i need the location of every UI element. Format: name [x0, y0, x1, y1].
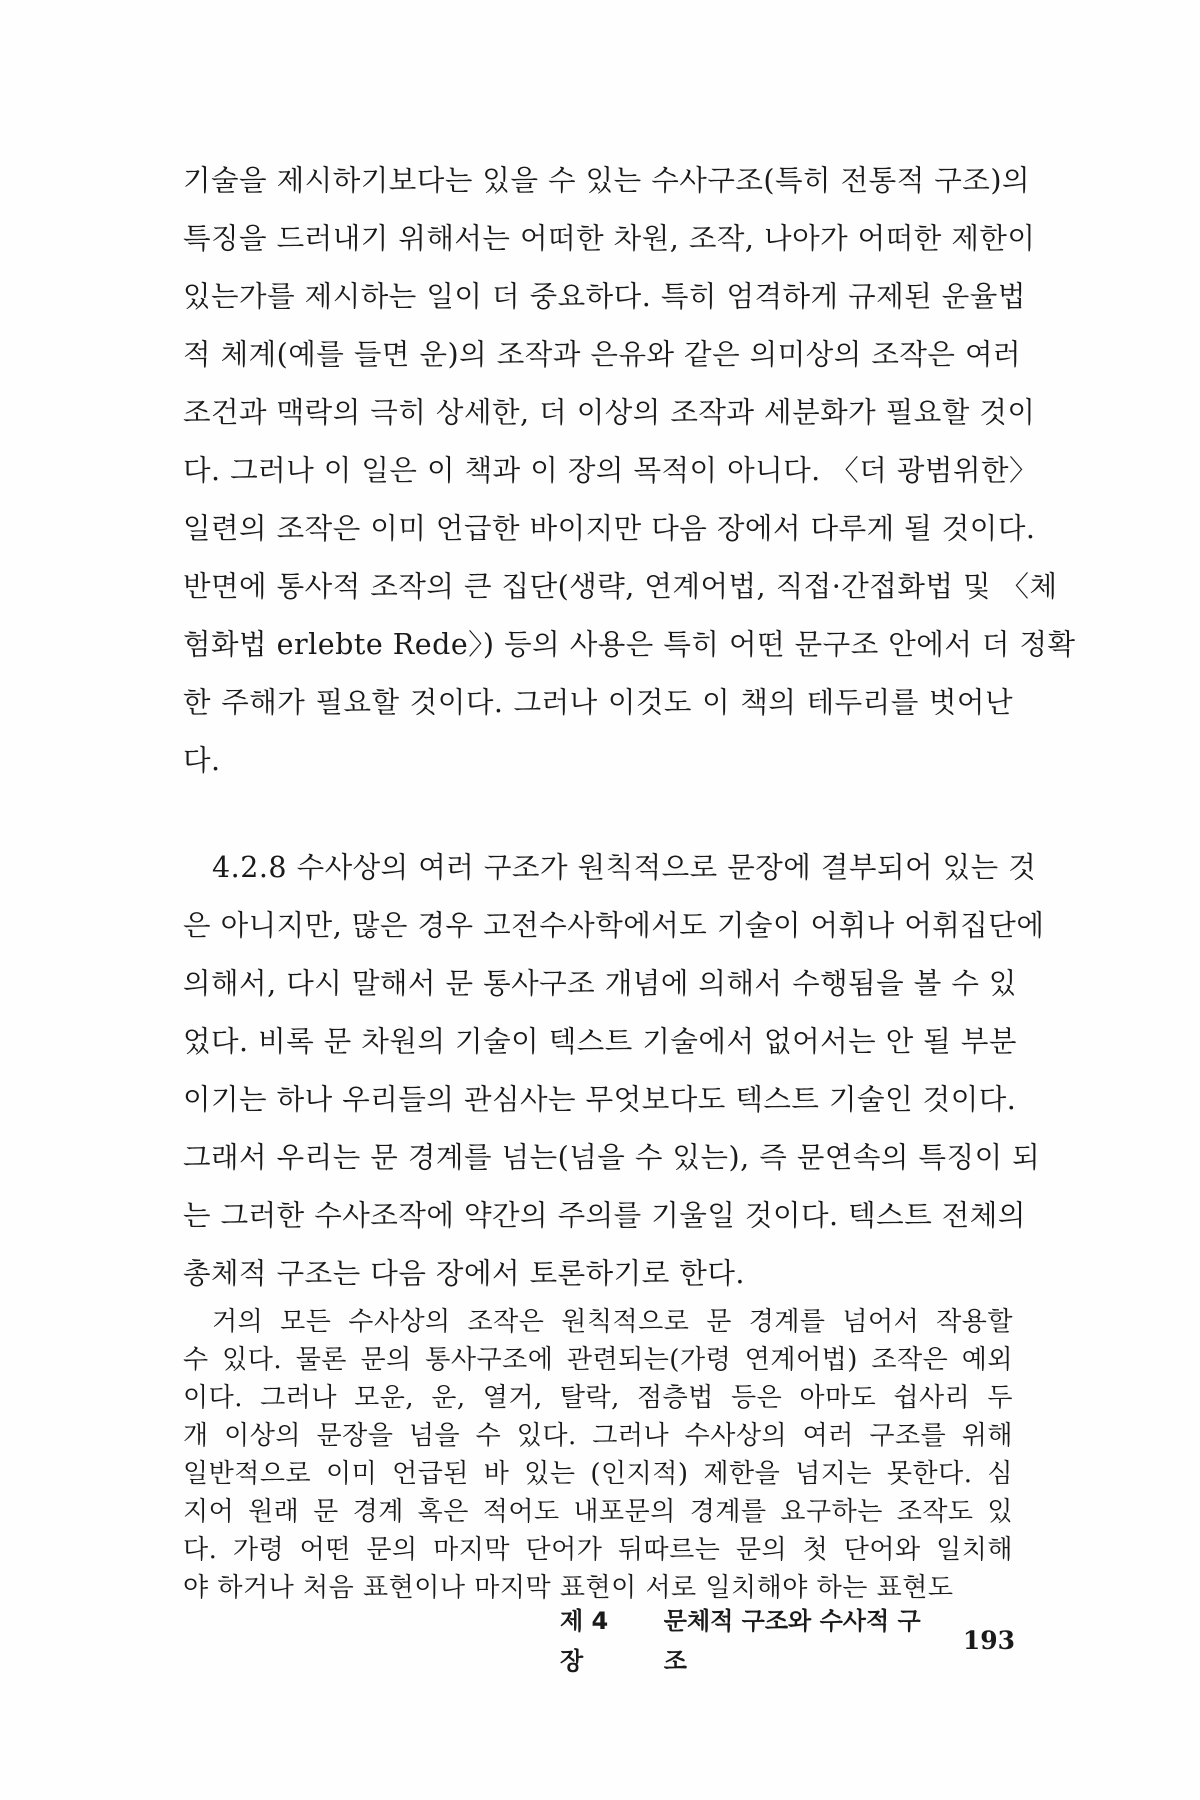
page-number: 193: [962, 1626, 1015, 1655]
chapter-title: 문체적 구조와 수사적 구조: [663, 1607, 921, 1675]
text-line: 반면에 통사적 조작의 큰 집단(생략, 연계어법, 직접·간접화법 및 〈체: [183, 570, 1058, 603]
text-line: 특징을 드러내기 위해서는 어떠한 차원, 조작, 나아가 어떠한 제한이: [183, 222, 1036, 255]
text-line: 그래서 우리는 문 경계를 넘는(넘을 수 있는), 즉 문연속의 특징이 되: [183, 1141, 1041, 1174]
text-line: 수 있다. 물론 문의 통사구조에 관련되는(가령 연계어법) 조작은 예외: [183, 1345, 1013, 1375]
chapter-number: 제 4 장: [560, 1607, 609, 1675]
text-line: 의해서, 다시 말해서 문 통사구조 개념에 의해서 수행됨을 볼 수 있: [183, 967, 1017, 1000]
text-line: 는 그러한 수사조작에 약간의 주의를 기울일 것이다. 텍스트 전체의: [183, 1199, 1026, 1232]
text-line: 거의 모든 수사상의 조작은 원칙적으로 문 경계를 넘어서 작용할: [212, 1307, 1013, 1337]
text-line: 있는가를 제시하는 일이 더 중요하다. 특히 엄격하게 규제된 운율법: [183, 280, 1026, 313]
text-line: 야 하거나 처음 표현이나 마지막 표현이 서로 일치해야 하는 표현도: [183, 1573, 954, 1603]
section-heading-line: 4.2.8 수사상의 여러 구조가 원칙적으로 문장에 결부되어 있는 것: [212, 851, 1037, 884]
text-line: 이기는 하나 우리들의 관심사는 무엇보다도 텍스트 기술인 것이다.: [183, 1083, 1017, 1116]
text-line: 지어 원래 문 경계 혹은 적어도 내포문의 경계를 요구하는 조작도 있: [183, 1497, 1013, 1527]
text-line: 이다. 그러나 모운, 운, 열거, 탈락, 점층법 등은 아마도 쉽사리 두: [183, 1383, 1013, 1413]
text-line: 조건과 맥락의 극히 상세한, 더 이상의 조작과 세분화가 필요할 것이: [183, 396, 1036, 429]
text-line: 일반적으로 이미 언급된 바 있는 (인지적) 제한을 넘지는 못한다. 심: [183, 1459, 1013, 1489]
text-line: 개 이상의 문장을 넘을 수 있다. 그러나 수사상의 여러 구조를 위해: [183, 1421, 1013, 1451]
text-line: 다.: [183, 744, 221, 777]
text-line: 총체적 구조는 다음 장에서 토론하기로 한다.: [183, 1257, 745, 1290]
text-line: 한 주해가 필요할 것이다. 그러나 이것도 이 책의 테두리를 벗어난: [183, 686, 1013, 719]
text-line: 험화법 erlebte Rede〉) 등의 사용은 특히 어떤 문구조 안에서 더 정확: [183, 628, 1076, 661]
text-line: 다. 가령 어떤 문의 마지막 단어가 뒤따르는 문의 첫 단어와 일치해: [183, 1535, 1013, 1565]
text-line: 었다. 비록 문 차원의 기술이 텍스트 기술에서 없어서는 안 될 부분: [183, 1025, 1017, 1058]
text-line: 적 체계(예를 들면 운)의 조작과 은유와 같은 의미상의 조작은 여러: [183, 338, 1022, 371]
text-line: 기술을 제시하기보다는 있을 수 있는 수사구조(특히 전통적 구조)의: [183, 164, 1030, 197]
text-line: 다. 그러나 이 일은 이 책과 이 장의 목적이 아니다. 〈더 광범위한〉: [183, 454, 1039, 487]
page-footer: [560, 1607, 1015, 1675]
text-line: 일련의 조작은 이미 언급한 바이지만 다음 장에서 다루게 될 것이다.: [183, 512, 1036, 545]
text-line: 은 아니지만, 많은 경우 고전수사학에서도 기술이 어휘나 어휘집단에: [183, 909, 1045, 942]
